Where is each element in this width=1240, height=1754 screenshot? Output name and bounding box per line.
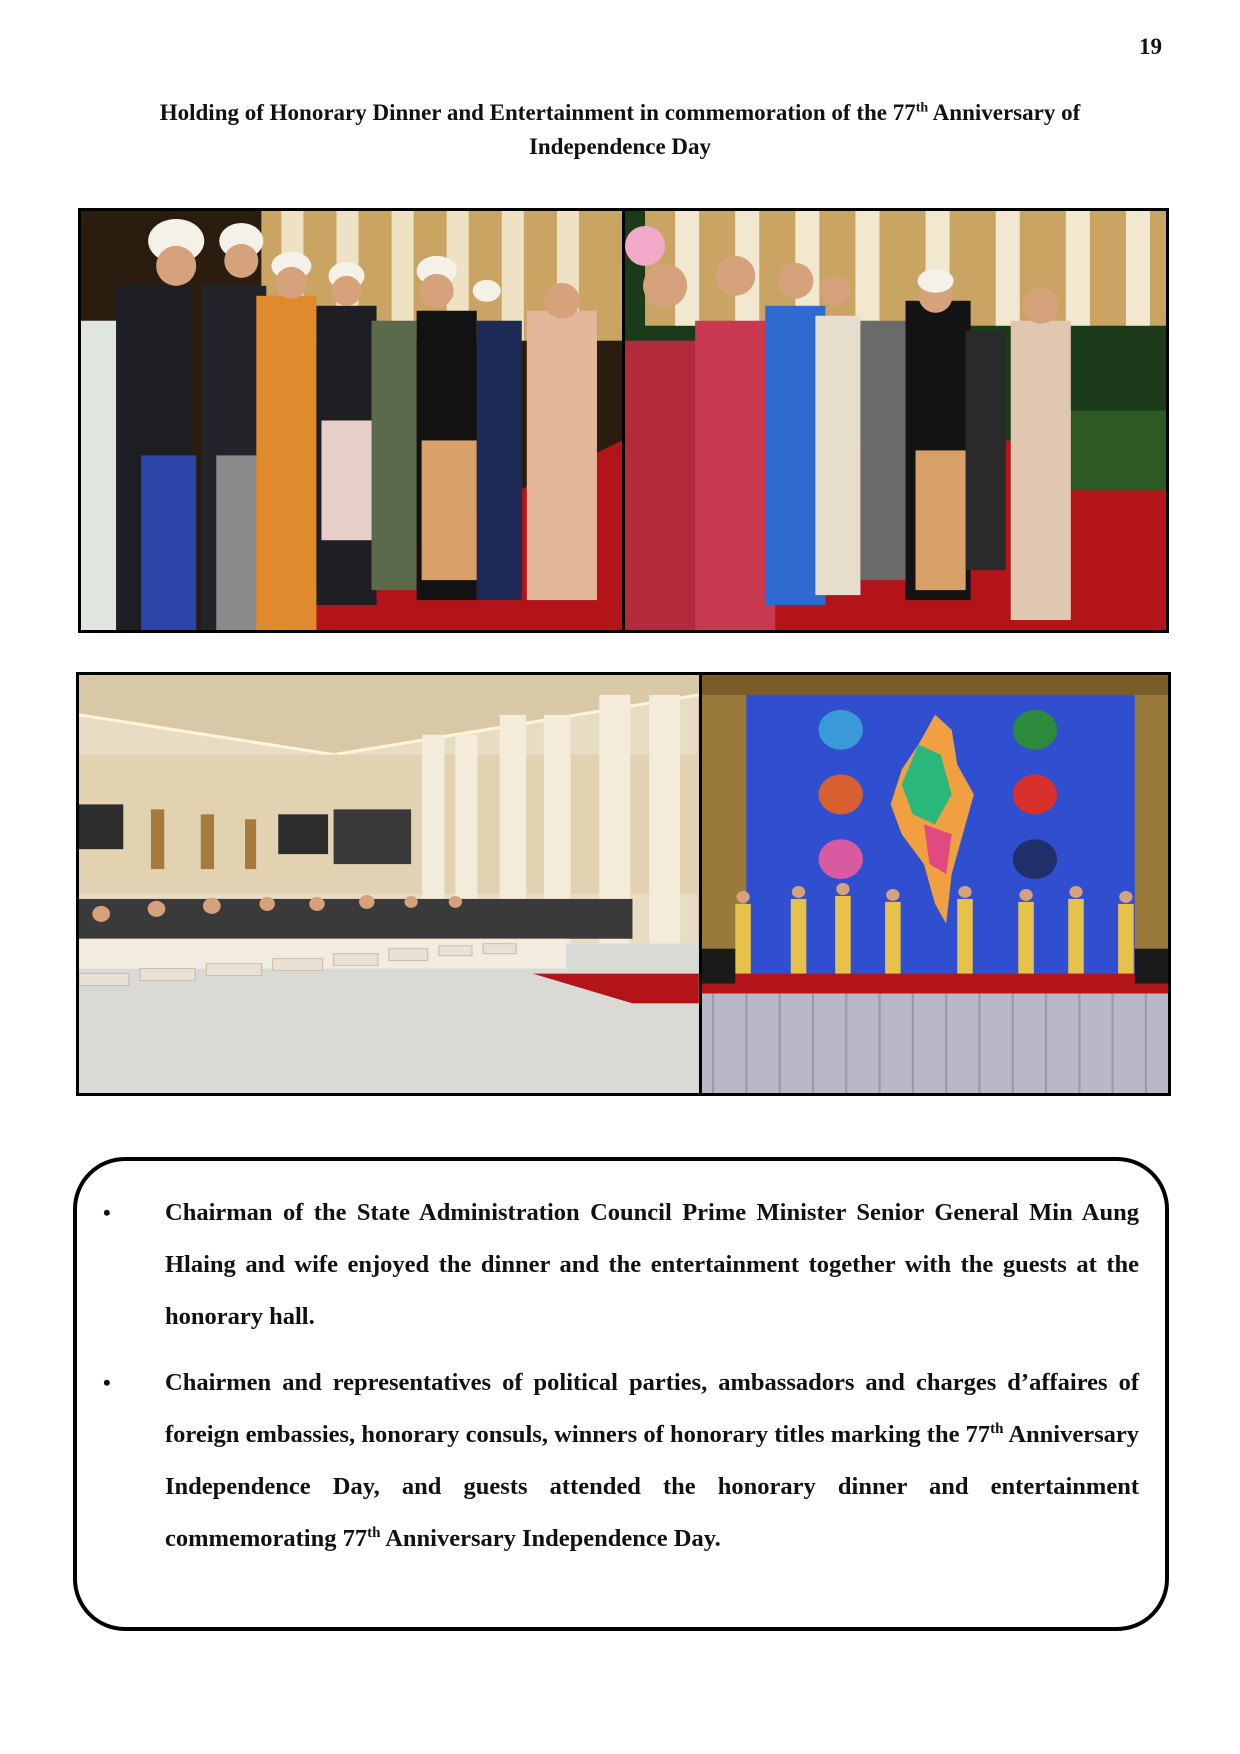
bullet-item-2-text-part3: Anniversary Independence Day. <box>380 1525 721 1552</box>
page-title <box>100 96 1140 164</box>
photo-banquet-hall <box>79 675 699 1093</box>
title-line2: Independence Day <box>528 134 712 159</box>
photo-greeting-line-left <box>81 211 622 630</box>
bullet-item-2 <box>101 1357 1139 1565</box>
bullet-item-1 <box>101 1187 1139 1343</box>
summary-bullet-list <box>101 1187 1139 1579</box>
bullet-item-2-superscript-2: th <box>367 1524 381 1541</box>
title-line1-end: Anniversary of <box>928 100 1081 125</box>
photo-row-bottom <box>76 672 1171 1096</box>
photo-row-top <box>78 208 1169 633</box>
summary-text-box <box>73 1157 1169 1631</box>
title-superscript: th <box>915 100 929 116</box>
title-line1-text: Holding of Honorary Dinner and Entertainment in commemoration of the 77 <box>159 100 916 125</box>
bullet-dot-icon: • <box>103 1370 111 1395</box>
photo-greeting-line-right <box>625 211 1166 630</box>
photo-stage-dance <box>702 675 1168 1093</box>
bullet-item-1-text: Chairman of the State Administration Council Prime Minister Senior General Min Aung Hlaing and wife enjoyed the dinner and the entertainment together with the guests at the honorary hall. <box>165 1199 1139 1330</box>
bullet-item-2-superscript-1: th <box>990 1420 1004 1437</box>
page-number: 19 <box>1139 34 1162 59</box>
bullet-dot-icon: • <box>103 1200 111 1225</box>
bullet-item-2-text-part2: Anniversary Independence Day, and guests attended the honorary dinner and entertainment commemorating 77 <box>165 1421 1140 1552</box>
bullet-item-2-text-part1: Chairmen and representatives of political parties, ambassadors and charges d’affaires of foreign embassies, honorary consuls, winners of honorary titles marking the 77 <box>165 1369 1139 1448</box>
